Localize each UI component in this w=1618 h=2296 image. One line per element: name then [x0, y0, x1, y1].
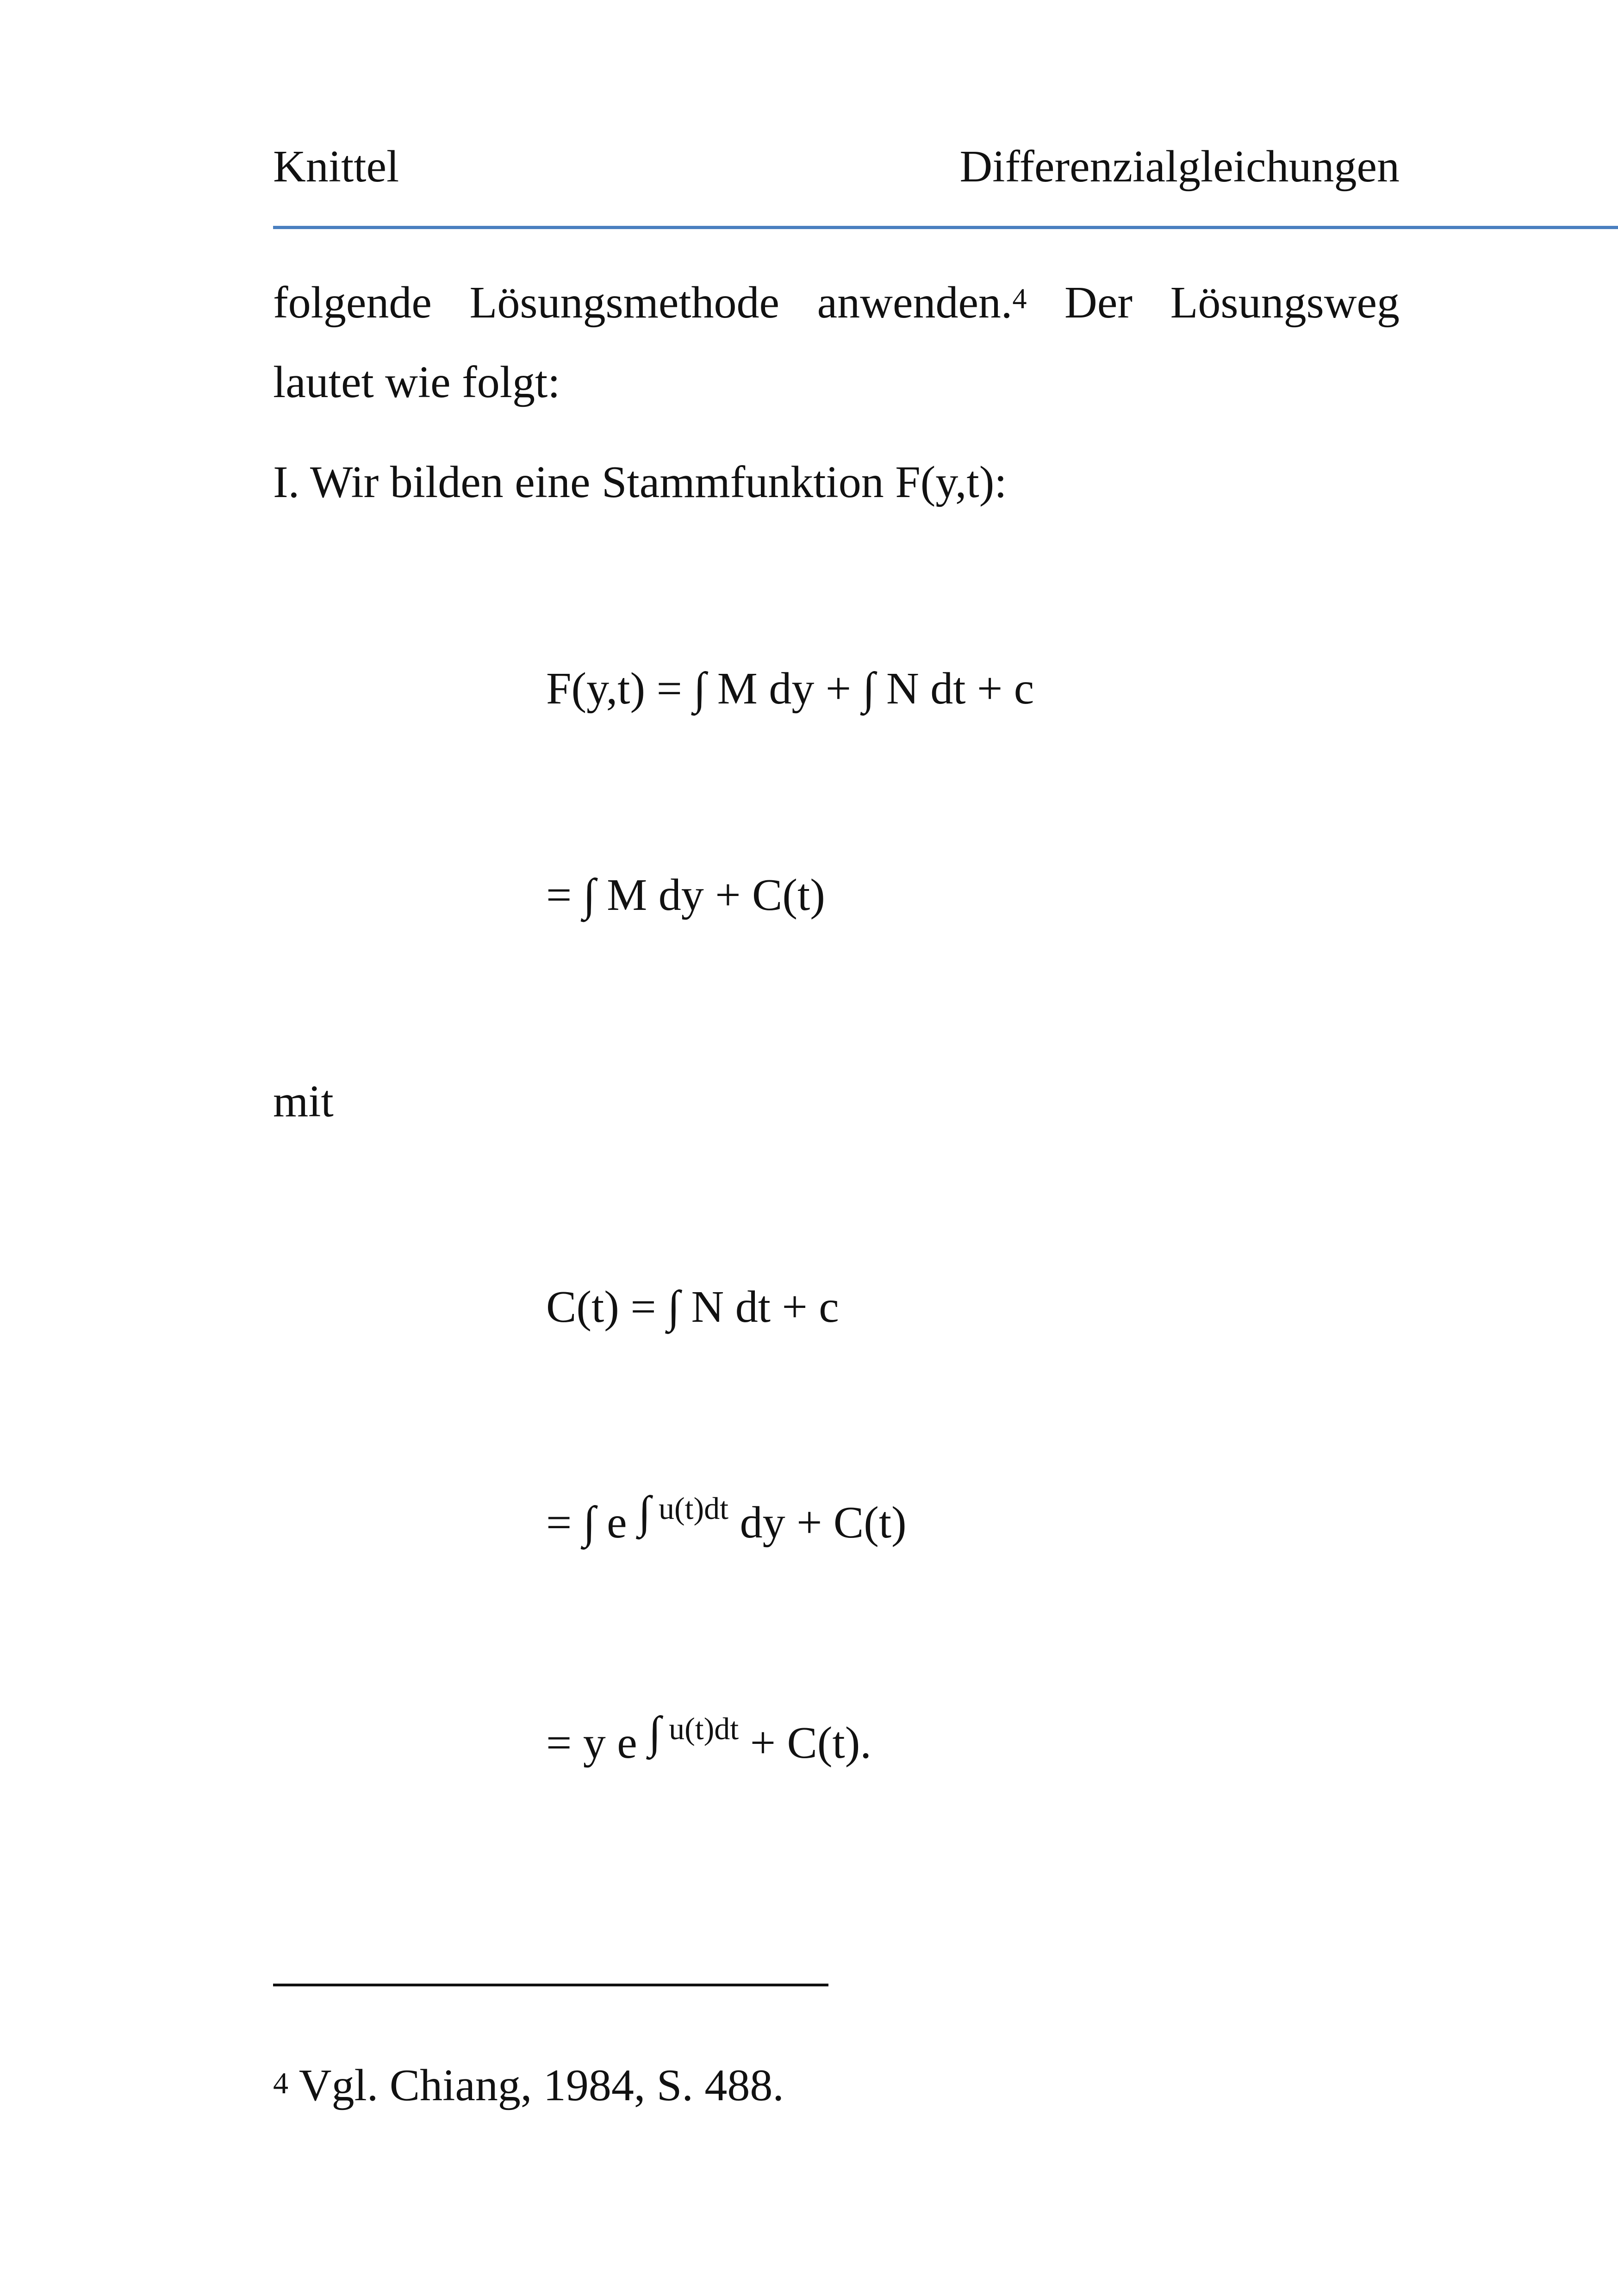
header-title: Differenzialgleichungen — [959, 142, 1400, 192]
word: Der — [1064, 278, 1133, 328]
equation-integral-exponential — [546, 1487, 907, 1555]
equation-part: dy + C(t) — [728, 1498, 907, 1548]
word: Lösungsmethode — [469, 278, 780, 328]
equation-part: = ∫ e — [546, 1498, 639, 1548]
connector-text: mit — [273, 1076, 334, 1126]
integral-sign: ∫ — [638, 1487, 651, 1537]
footnote-separator — [273, 1984, 828, 1986]
paragraph-line-2: lautet wie folgt: — [273, 357, 560, 407]
word: folgende — [273, 278, 432, 328]
word: Lösungsweg — [1170, 278, 1400, 328]
equation-part: + C(t). — [739, 1718, 871, 1768]
integral-sign: ∫ — [648, 1708, 661, 1758]
exponent: u(t)dt — [661, 1711, 739, 1746]
footnote-marker: 4 — [273, 2066, 288, 2100]
header-divider — [273, 226, 1618, 229]
equation-result — [546, 1708, 871, 1775]
step-heading: I. Wir bilden eine Stammfunktion F(y,t): — [273, 457, 1007, 507]
body-paragraph — [273, 263, 1400, 422]
footnote-text: Vgl. Chiang, 1984, S. 488. — [288, 2060, 784, 2110]
equation-part: = y e — [546, 1718, 649, 1768]
equation-stammfunktion-continued: = ∫ M dy + C(t) — [546, 870, 825, 920]
word: anwenden. — [817, 278, 1013, 328]
equation-c-of-t: C(t) = ∫ N dt + c — [546, 1282, 839, 1332]
footnote — [273, 2058, 784, 2113]
word-with-footnote — [817, 263, 1027, 342]
equation-stammfunktion: F(y,t) = ∫ M dy + ∫ N dt + c — [546, 664, 1034, 714]
footnote-reference[interactable]: 4 — [1012, 283, 1027, 315]
paragraph-line-1 — [273, 263, 1400, 342]
exponent: u(t)dt — [650, 1491, 729, 1526]
header-author: Knittel — [273, 142, 399, 192]
